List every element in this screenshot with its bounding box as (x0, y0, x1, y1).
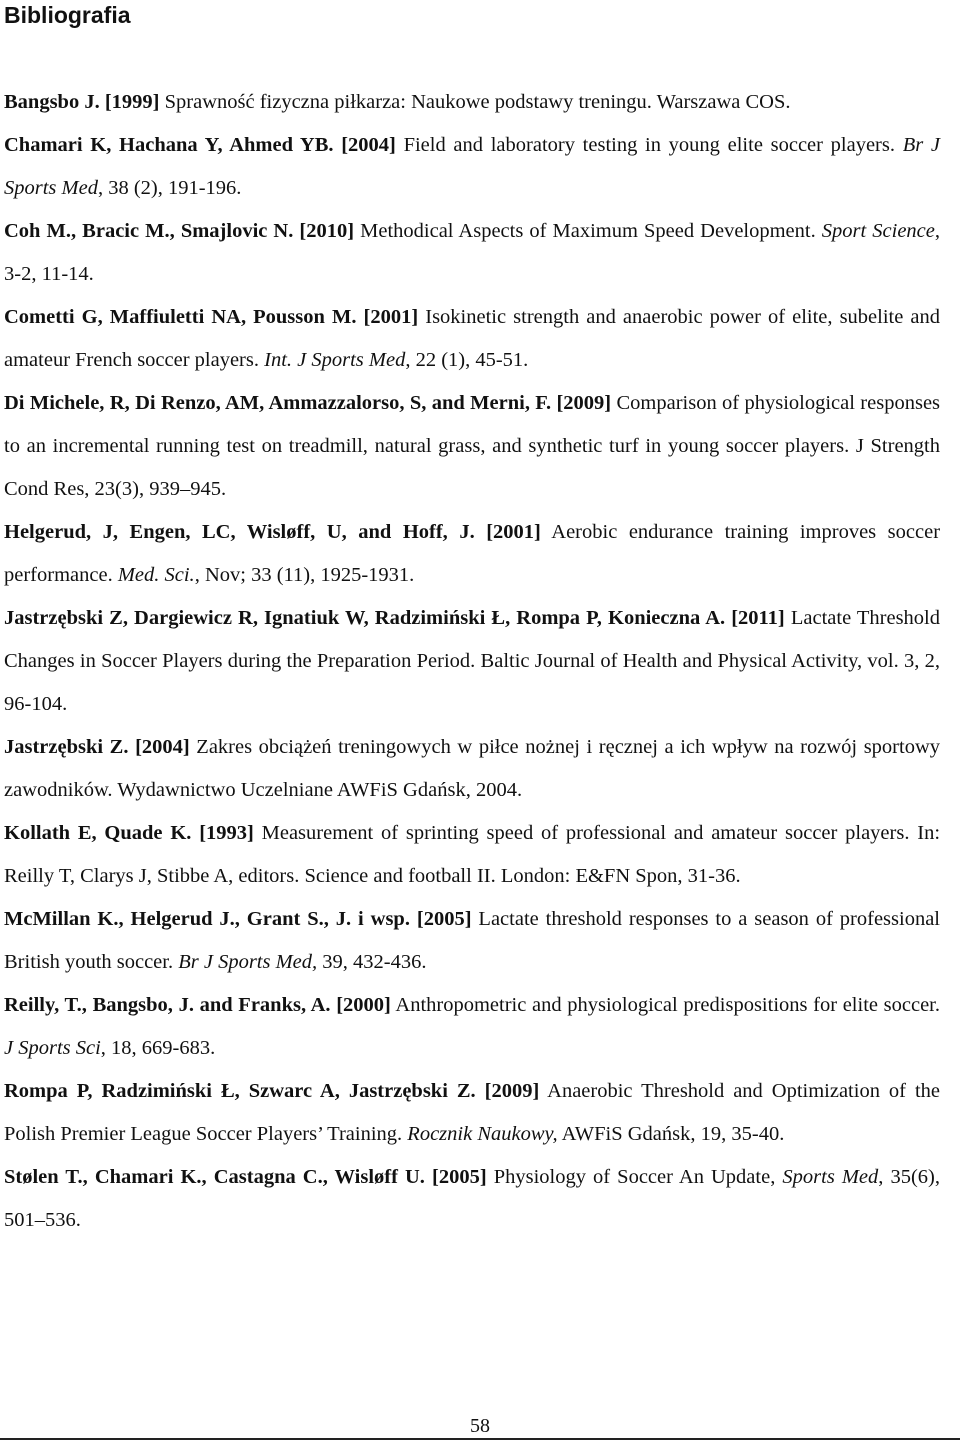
reference-journal: J Sports Sci (4, 1037, 101, 1059)
bibliography-entry (4, 382, 940, 511)
reference-title: Isokinetic strength and anaerobic power of elite, subelite and amateur French soccer players. (4, 306, 940, 371)
reference-authors: Rompa P, Radzimiński Ł, Szwarc A, Jastrzębski Z. (4, 1080, 476, 1102)
reference-journal: Med. Sci. (117, 564, 195, 586)
reference-journal: Br J Sports Med (4, 134, 940, 199)
reference-journal: Sports Med (782, 1166, 879, 1188)
reference-details: , 3-2, 11-14. (4, 220, 940, 285)
reference-details: , 38 (2), 191-196. (97, 177, 242, 199)
reference-authors: McMillan K., Helgerud J., Grant S., J. i wsp. (4, 908, 410, 930)
bibliography-list (4, 81, 940, 1242)
reference-authors: Jastrzębski Z. (4, 736, 129, 758)
bibliography-entry (4, 984, 940, 1070)
reference-year: [2010] (299, 220, 355, 242)
reference-authors: Stølen T., Chamari K., Castagna C., Wisløff U. (4, 1166, 425, 1188)
reference-title: Comparison of physiological responses to an incremental running test on treadmill, natural grass, and synthetic turf in young soccer players. J Strength Cond Res, 23(3), 939–945. (4, 392, 941, 500)
reference-authors: Kollath E, Quade K. (4, 822, 192, 844)
reference-year: [2001] (486, 521, 541, 543)
bibliography-entry (4, 1156, 940, 1242)
bibliography-entry (4, 1070, 940, 1156)
reference-title: Anthropometric and physiological predispositions for elite soccer. (390, 994, 940, 1016)
reference-year: [1999] (104, 91, 160, 113)
reference-year: [2004] (135, 736, 190, 758)
reference-title: Lactate threshold responses to a season of professional British youth soccer. (4, 908, 940, 973)
reference-year: [2005] (416, 908, 472, 930)
reference-year: [2001] (363, 306, 419, 328)
reference-title: Zakres obciążeń treningowych w piłce nożnej i ręcznej a ich wpływ na rozwój sportowy zawodników. Wydawnictwo Uczelniane AWFiS Gdańsk, 2004. (4, 736, 941, 801)
reference-year: [2009] (484, 1080, 540, 1102)
reference-year: [2009] (556, 392, 612, 414)
reference-journal: Sport Science (821, 220, 935, 242)
reference-journal: Br J Sports Med, (178, 951, 318, 973)
reference-details: , 22 (1), 45-51. (405, 349, 529, 371)
reference-details: AWFiS Gdańsk, 19, 35-40. (557, 1123, 785, 1145)
bibliography-entry (4, 81, 940, 124)
reference-details: 39, 432-436. (317, 951, 427, 973)
bibliography-entry (4, 898, 940, 984)
reference-year: [2011] (731, 607, 785, 629)
reference-year: [2000] (336, 994, 391, 1016)
page-heading: Bibliografia (4, 2, 131, 28)
page-number: 58 (470, 1415, 490, 1437)
reference-authors: Helgerud, J, Engen, LC, Wisløff, U, and Hoff, J. (4, 521, 475, 543)
reference-journal: Rocznik Naukowy, (407, 1123, 558, 1145)
bibliography-entry (4, 210, 940, 296)
reference-title: Aerobic endurance training improves soccer performance. (4, 521, 941, 586)
reference-title: Lactate Threshold Changes in Soccer Players during the Preparation Period. Baltic Journal of Health and Physical Activity, vol. 3, 2, 96-104. (4, 607, 941, 715)
reference-authors: Di Michele, R, Di Renzo, AM, Ammazzalorso, S, and Merni, F. (4, 392, 552, 414)
reference-title: Anaerobic Threshold and Optimization of the Polish Premier League Soccer Players’ Training. (4, 1080, 941, 1145)
reference-details: , 18, 669-683. (100, 1037, 216, 1059)
reference-authors: Chamari K, Hachana Y, Ahmed YB. (4, 134, 334, 156)
bibliography-entry (4, 511, 940, 597)
reference-year: [2005] (432, 1166, 487, 1188)
bibliography-entry (4, 726, 940, 812)
reference-title: Field and laboratory testing in young elite soccer players. (395, 134, 903, 156)
reference-authors: Coh M., Bracic M., Smajlovic N. (4, 220, 294, 242)
reference-title: Methodical Aspects of Maximum Speed Development. (354, 220, 822, 242)
reference-details: , Nov; 33 (11), 1925-1931. (194, 564, 415, 586)
reference-year: [1993] (199, 822, 254, 844)
bibliography-entry (4, 296, 940, 382)
bibliography-entry (4, 812, 940, 898)
reference-authors: Bangsbo J. (4, 91, 100, 113)
reference-details: , 35(6), 501–536. (4, 1166, 940, 1231)
reference-title: Sprawność fizyczna piłkarza: Naukowe podstawy treningu. Warszawa COS. (159, 91, 791, 113)
reference-title: Measurement of sprinting speed of professional and amateur soccer players. In: Reilly T, Clarys J, Stibbe A, editors. Science and football II. London: E&FN Spon, 31-36. (4, 822, 941, 887)
reference-year: [2004] (341, 134, 396, 156)
reference-title: Physiology of Soccer An Update, (486, 1166, 783, 1188)
reference-authors: Jastrzębski Z, Dargiewicz R, Ignatiuk W, Radzimiński Ł, Rompa P, Konieczna A. (4, 607, 726, 629)
bibliography-entry (4, 597, 940, 726)
bibliography-entry (4, 124, 940, 210)
reference-authors: Reilly, T., Bangsbo, J. and Franks, A. (4, 994, 331, 1016)
reference-authors: Cometti G, Maffiuletti NA, Pousson M. (4, 306, 357, 328)
reference-journal: Int. J Sports Med (264, 349, 406, 371)
